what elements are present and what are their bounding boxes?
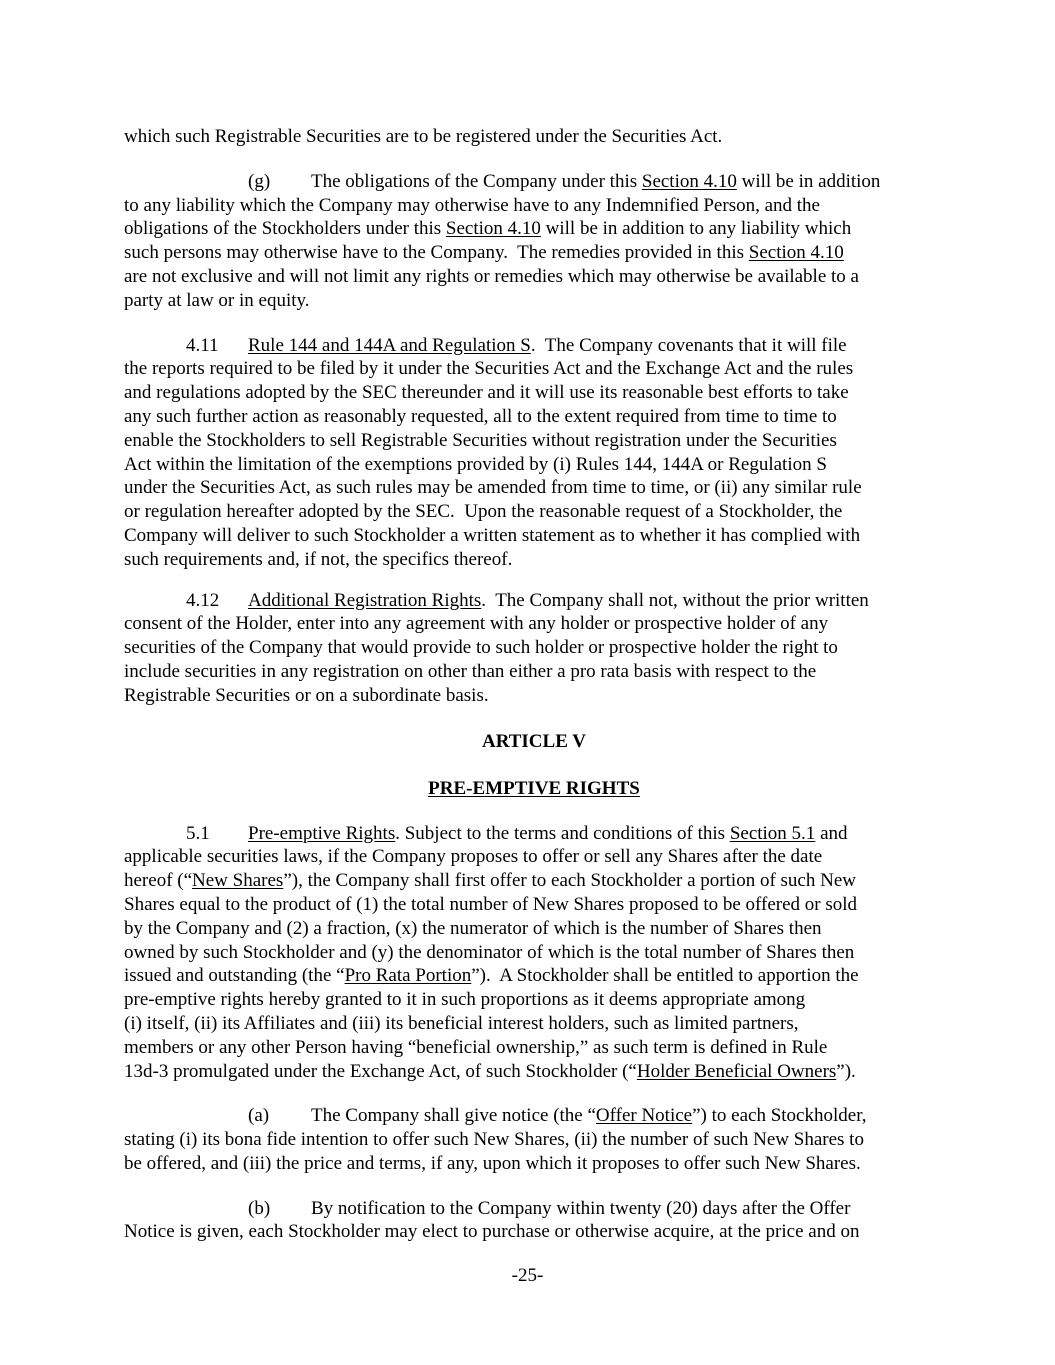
- text-line: [124, 1197, 944, 1221]
- text-segment: ”), the Company shall first offer to each Stockholder a portion of such New: [283, 870, 856, 892]
- text-line: [124, 822, 944, 846]
- defined-term: Section 4.10: [641, 170, 737, 192]
- paragraph: [124, 334, 944, 572]
- paragraph-number: 4.12: [186, 589, 220, 611]
- text-segment: the reports required to be filed by it under the Securities Act and the Exchange Act and the rules: [124, 358, 854, 380]
- text-line: [124, 194, 944, 218]
- text-line: [124, 941, 944, 965]
- text-line: [124, 1012, 944, 1036]
- text-segment: The obligations of the Company under this: [311, 170, 642, 192]
- text-segment: to any liability which the Company may otherwise have to any Indemnified Person, and the: [124, 194, 820, 216]
- text-line: [124, 381, 944, 405]
- text-line: [124, 524, 944, 548]
- paragraph-number: (b): [248, 1197, 271, 1219]
- defined-term: Section 5.1: [729, 822, 816, 844]
- defined-term: Additional Registration Rights: [248, 589, 482, 611]
- text-line: [124, 1128, 944, 1152]
- text-segment: Company will deliver to such Stockholder a written statement as to whether it has complied with: [124, 524, 861, 546]
- paragraph: [124, 170, 944, 313]
- text-line: [124, 1060, 944, 1084]
- text-segment: Act within the limitation of the exemptions provided by (i) Rules 144, 144A or Regulation S: [124, 453, 827, 475]
- defined-term: Section 4.10: [748, 242, 844, 264]
- text-segment: by the Company and (2) a fraction, (x) the numerator of which is the number of Shares then: [124, 917, 822, 939]
- text-line: [124, 684, 944, 708]
- text-segment: which such Registrable Securities are to be registered under the Securities Act.: [124, 126, 723, 147]
- defined-term: Pre-emptive Rights: [248, 822, 396, 844]
- text-segment: be offered, and (iii) the price and terms, if any, upon which it proposes to offer such New Shares.: [124, 1152, 861, 1174]
- paragraph: [124, 125, 944, 149]
- text-line: [124, 334, 944, 358]
- text-segment: under the Securities Act, as such rules may be amended from time to time, or (ii) any similar rule: [124, 477, 862, 499]
- article-number: ARTICLE V: [481, 730, 587, 752]
- text-segment: such persons may otherwise have to the Company. The remedies provided in this: [124, 242, 749, 264]
- text-line: [124, 1036, 944, 1060]
- text-line: [124, 988, 944, 1012]
- text-line: [124, 357, 944, 381]
- text-line: [124, 1104, 944, 1128]
- text-segment: (i) itself, (ii) its Affiliates and (iii) its beneficial interest holders, such as limited partners,: [124, 1012, 799, 1034]
- text-segment: are not exclusive and will not limit any rights or remedies which may otherwise be available to a: [124, 265, 859, 287]
- text-line: [124, 660, 944, 684]
- defined-term: New Shares: [192, 870, 284, 892]
- text-line: [124, 636, 944, 660]
- text-segment: By notification to the Company within twenty (20) days after the Offer: [311, 1197, 851, 1219]
- section-5-paragraphs: [124, 822, 944, 1245]
- text-segment: enable the Stockholders to sell Registrable Securities without registration under the Securities: [124, 429, 837, 451]
- text-segment: hereof (“: [124, 870, 193, 892]
- text-segment: ”). A Stockholder shall be entitled to apportion the: [471, 965, 859, 987]
- defined-term: Section 4.10: [445, 218, 541, 240]
- text-line: [124, 869, 944, 893]
- text-line: [124, 917, 944, 941]
- text-segment: ”).: [836, 1060, 856, 1082]
- text-line: [124, 589, 944, 613]
- text-segment: ”) to each Stockholder,: [692, 1105, 867, 1127]
- text-segment: The Company shall give notice (the “: [311, 1105, 596, 1127]
- text-line: [124, 429, 944, 453]
- text-segment: such requirements and, if not, the specifics thereof.: [124, 548, 513, 570]
- paragraph: [124, 1197, 944, 1245]
- text-segment: . Subject to the terms and conditions of this: [395, 822, 730, 844]
- section-4-paragraphs: [124, 125, 944, 708]
- paragraph: [124, 822, 944, 1084]
- text-segment: will be in addition: [736, 170, 881, 192]
- text-line: [124, 241, 944, 265]
- defined-term: Pro Rata Portion: [344, 965, 472, 987]
- text-segment: any such further action as reasonably requested, all to the extent required from time to time to: [124, 405, 837, 427]
- text-segment: consent of the Holder, enter into any agreement with any holder or prospective holder of any: [124, 613, 829, 635]
- document-page: [124, 125, 944, 1244]
- text-segment: . The Company shall not, without the prior written: [481, 589, 869, 611]
- text-segment: . The Company covenants that it will file: [530, 334, 847, 356]
- text-segment: include securities in any registration on other than either a pro rata basis with respect to the: [124, 660, 817, 682]
- text-line: [124, 453, 944, 477]
- text-segment: securities of the Company that would provide to such holder or prospective holder the right to: [124, 637, 838, 659]
- text-segment: issued and outstanding (the “: [124, 965, 345, 987]
- page-number: -25-: [511, 1265, 544, 1286]
- text-segment: stating (i) its bona fide intention to offer such New Shares, (ii) the number of such New Shares to: [124, 1129, 864, 1151]
- text-line: [124, 170, 944, 194]
- text-line: [124, 548, 944, 572]
- text-line: [124, 476, 944, 500]
- text-segment: members or any other Person having “beneficial ownership,” as such term is defined in Rule: [124, 1036, 828, 1058]
- text-segment: and: [815, 822, 848, 844]
- text-line: [124, 964, 944, 988]
- paragraph: [124, 1104, 944, 1175]
- text-segment: party at law or in equity.: [124, 289, 310, 311]
- paragraph-number: 5.1: [186, 822, 210, 844]
- article-title-text: PRE-EMPTIVE RIGHTS: [428, 777, 640, 799]
- text-line: [124, 125, 944, 149]
- text-line: [124, 612, 944, 636]
- text-line: [124, 265, 944, 289]
- text-line: [124, 845, 944, 869]
- text-segment: Notice is given, each Stockholder may elect to purchase or otherwise acquire, at the price and on: [124, 1221, 860, 1243]
- text-line: [124, 893, 944, 917]
- text-segment: and regulations adopted by the SEC thereunder and it will use its reasonable best efforts to take: [124, 382, 849, 404]
- text-segment: owned by such Stockholder and (y) the denominator of which is the total number of Shares then: [124, 941, 855, 963]
- defined-term: Offer Notice: [595, 1105, 693, 1127]
- text-segment: will be in addition to any liability which: [540, 218, 852, 240]
- text-line: [124, 1152, 944, 1176]
- text-segment: Registrable Securities or on a subordinate basis.: [124, 684, 489, 706]
- paragraph-number: (g): [248, 170, 271, 192]
- text-line: [124, 405, 944, 429]
- text-segment: Shares equal to the product of (1) the total number of New Shares proposed to be offered or sold: [124, 893, 858, 915]
- paragraph-number: 4.11: [186, 334, 219, 356]
- text-segment: or regulation hereafter adopted by the SEC. Upon the reasonable request of a Stockholder, the: [124, 501, 843, 523]
- paragraph-number: (a): [248, 1105, 270, 1127]
- article-title: [124, 777, 944, 801]
- text-segment: obligations of the Stockholders under this: [124, 218, 446, 240]
- defined-term: Holder Beneficial Owners: [636, 1060, 837, 1082]
- text-segment: applicable securities laws, if the Company proposes to offer or sell any Shares after the date: [124, 846, 823, 868]
- text-line: [124, 500, 944, 524]
- text-line: [124, 217, 944, 241]
- text-segment: 13d-3 promulgated under the Exchange Act, of such Stockholder (“: [124, 1060, 637, 1082]
- text-segment: pre-emptive rights hereby granted to it in such proportions as it deems appropriate among: [124, 989, 806, 1011]
- defined-term: Rule 144 and 144A and Regulation S: [248, 334, 531, 356]
- text-line: [124, 289, 944, 313]
- paragraph: [124, 589, 944, 708]
- text-line: [124, 1220, 944, 1244]
